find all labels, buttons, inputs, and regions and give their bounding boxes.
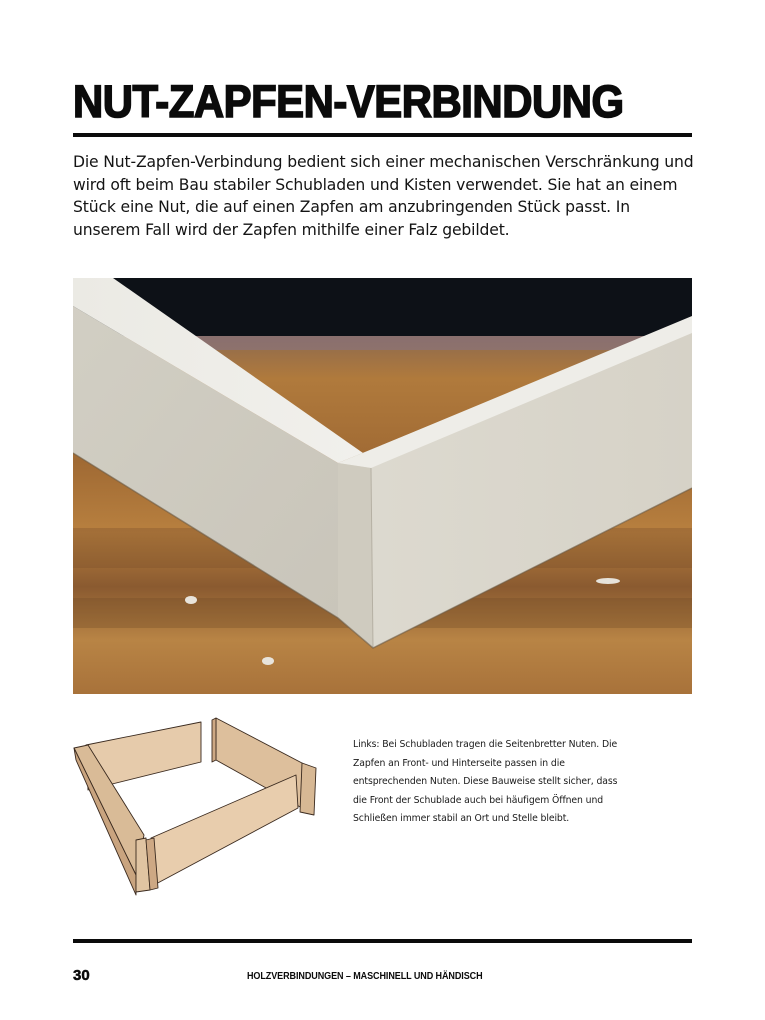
title-divider: [73, 133, 692, 137]
page-title: NUT-ZAPFEN-VERBINDUNG: [73, 76, 624, 127]
diagram-caption: Links: Bei Schubladen tragen die Seitenbretter Nuten. Die Zapfen an Front- und Hinterseite passen in die entsprechenden Nuten. Diese Bauweise stellt sicher, dass die Front der Schublade auch bei häufigem Öffnen und Schließen immer stabil an Ort und Stelle bleibt.: [353, 739, 618, 825]
joint-photo: [73, 278, 692, 694]
drawer-diagram: [66, 710, 336, 900]
running-title: HOLZVERBINDUNGEN – MASCHINELL UND HÄNDISCH: [247, 970, 483, 982]
intro-paragraph: Die Nut-Zapfen-Verbindung bedient sich einer mechanischen Verschränkung und wird oft beim Bau stabiler Schubladen und Kisten verwendet. Sie hat an einem Stück eine Nut, die auf einen Zapfen am anzubringenden Stück passt. In unserem Fall wird der Zapfen mithilfe einer Falz gebildet.: [73, 153, 694, 239]
page-number: 30: [73, 967, 90, 984]
footer-divider: [73, 939, 692, 943]
